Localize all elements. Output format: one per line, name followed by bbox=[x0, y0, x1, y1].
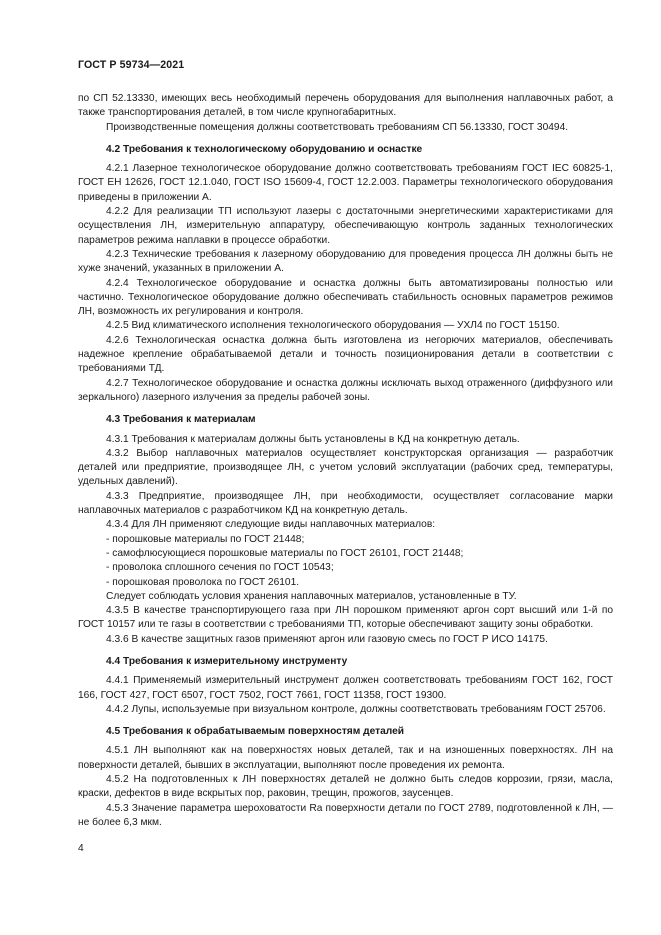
section-4-4-heading: 4.4 Требования к измерительному инструменту bbox=[106, 655, 348, 667]
clause-4-3-2: 4.3.2 Выбор наплавочных материалов осуществляет конструкторская организация — разработчик деталей или предприятие, производящее ЛН, с учетом условий эксплуатации (рабочих сред, температуры, удельных давлений). bbox=[78, 447, 613, 488]
clause-4-2-1: 4.2.1 Лазерное технологическое оборудование должно соответствовать требованиям ГОСТ IEC 60825-1, ГОСТ ЕН 12626, ГОСТ 12.1.040, ГОСТ ISO 15609-4, ГОСТ 12.2.003. Параметры технологического оборудования приведены в приложении А. bbox=[78, 163, 613, 203]
list-item: - порошковые материалы по ГОСТ 21448; bbox=[106, 533, 305, 545]
clause-4-4-2: 4.4.2 Лупы, используемые при визуальном контроле, должны соответствовать требованиям ГОСТ 25706. bbox=[106, 703, 606, 715]
document-body bbox=[78, 92, 613, 830]
storage-note: Следует соблюдать условия хранения наплавочных материалов, установленные в ТУ. bbox=[106, 590, 517, 602]
clause-4-3-5: 4.3.5 В качестве транспортирующего газа при ЛН порошком применяют аргон сорт высший или 1-й по ГОСТ 10157 или те газы в соответствии с требованиями ТП, которые обеспечивают защиту зоны обработки. bbox=[78, 605, 613, 631]
document-page bbox=[78, 0, 613, 935]
section-4-5-heading: 4.5 Требования к обрабатываемым поверхностям деталей bbox=[106, 726, 405, 738]
spacer bbox=[78, 405, 613, 413]
page-number: 4 bbox=[78, 843, 84, 854]
clause-4-4-1: 4.4.1 Применяемый измерительный инструмент должен соответствовать требованиям ГОСТ 162, ГОСТ 166, ГОСТ 427, ГОСТ 6507, ГОСТ 7502, ГОСТ 7661, ГОСТ 11358, ГОСТ 19300. bbox=[78, 675, 613, 701]
clause-4-5-1: 4.5.1 ЛН выполняют как на поверхностях новых деталей, так и на изношенных поверхностях. ЛН на поверхности деталей, бывших в эксплуатации, выполняют после проведения их ремонта. bbox=[78, 745, 613, 771]
list-item: - самофлюсующиеся порошковые материалы по ГОСТ 26101, ГОСТ 21448; bbox=[106, 547, 464, 559]
clause-4-5-2: 4.5.2 На подготовленных к ЛН поверхностях деталей не должно быть следов коррозии, грязи, масла, краски, дефектов в виде вскрытых пор, раковин, трещин, прожогов, заусенцев. bbox=[78, 774, 613, 800]
clause-4-3-1: 4.3.1 Требования к материалам должны быть установлены в КД на конкретную деталь. bbox=[106, 433, 520, 445]
clause-4-2-2: 4.2.2 Для реализации ТП используют лазеры с достаточными энергетическими характеристиками для осуществления ЛН, измерительную аппаратуру, обеспечивающую контроль заданных технологических параметров режима наплавки в процессе обработки. bbox=[78, 206, 613, 246]
intro-paragraph: по СП 52.13330, имеющих весь необходимый перечень оборудования для выполнения наплавочных работ, а также транспортирования деталей, в том числе крупногабаритных. bbox=[78, 93, 613, 119]
clause-4-3-6: 4.3.6 В качестве защитных газов применяют аргон или газовую смесь по ГОСТ Р ИСО 14175. bbox=[106, 633, 548, 645]
clause-4-3-3: 4.3.3 Предприятие, производящее ЛН, при необходимости, осуществляет согласование марки наплавочных материалов с разработчиком КД на конкретную деталь. bbox=[78, 490, 613, 517]
clause-4-5-3: 4.5.3 Значение параметра шероховатости Ra поверхности детали по ГОСТ 2789, подготовленной к ЛН, — не более 6,3 мкм. bbox=[78, 802, 613, 828]
spacer bbox=[78, 135, 613, 143]
spacer bbox=[78, 647, 613, 655]
standard-designation: ГОСТ Р 59734—2021 bbox=[78, 59, 185, 71]
clause-4-2-4: 4.2.4 Технологическое оборудование и оснастка должны быть автоматизированы полностью или частично. Технологическое оборудование должно обеспечивать стабильность основных параметров режимов ЛН, возможность их регулирования и контроля. bbox=[78, 277, 613, 318]
list-item: - проволока сплошного сечения по ГОСТ 10543; bbox=[106, 562, 334, 574]
intro-paragraph: Производственные помещения должны соответствовать требованиям СП 56.13330, ГОСТ 30494. bbox=[106, 121, 569, 133]
clause-4-2-3: 4.2.3 Технические требования к лазерному оборудованию для проведения процесса ЛН должны быть не хуже значений, указанных в приложении А. bbox=[78, 248, 613, 275]
spacer bbox=[78, 717, 613, 725]
clause-4-2-6: 4.2.6 Технологическая оснастка должна быть изготовлена из негорючих материалов, обеспечивать надежное крепление обрабатываемой детали и точность позиционирования детали в соответствии с требованиями ТД. bbox=[78, 334, 613, 375]
clause-4-2-7: 4.2.7 Технологическое оборудование и оснастка должны исключать выход отраженного (диффузного или зеркального) лазерного излучения за пределы рабочей зоны. bbox=[78, 377, 613, 403]
section-4-3-heading: 4.3 Требования к материалам bbox=[106, 414, 256, 426]
clause-4-3-4: 4.3.4 Для ЛН применяют следующие виды наплавочных материалов: bbox=[106, 519, 436, 531]
list-item: - порошковая проволока по ГОСТ 26101. bbox=[106, 576, 300, 588]
section-4-2-heading: 4.2 Требования к технологическому оборудованию и оснастке bbox=[106, 143, 423, 155]
clause-4-2-5: 4.2.5 Вид климатического исполнения технологического оборудования — УХЛ4 по ГОСТ 15150. bbox=[106, 320, 560, 332]
